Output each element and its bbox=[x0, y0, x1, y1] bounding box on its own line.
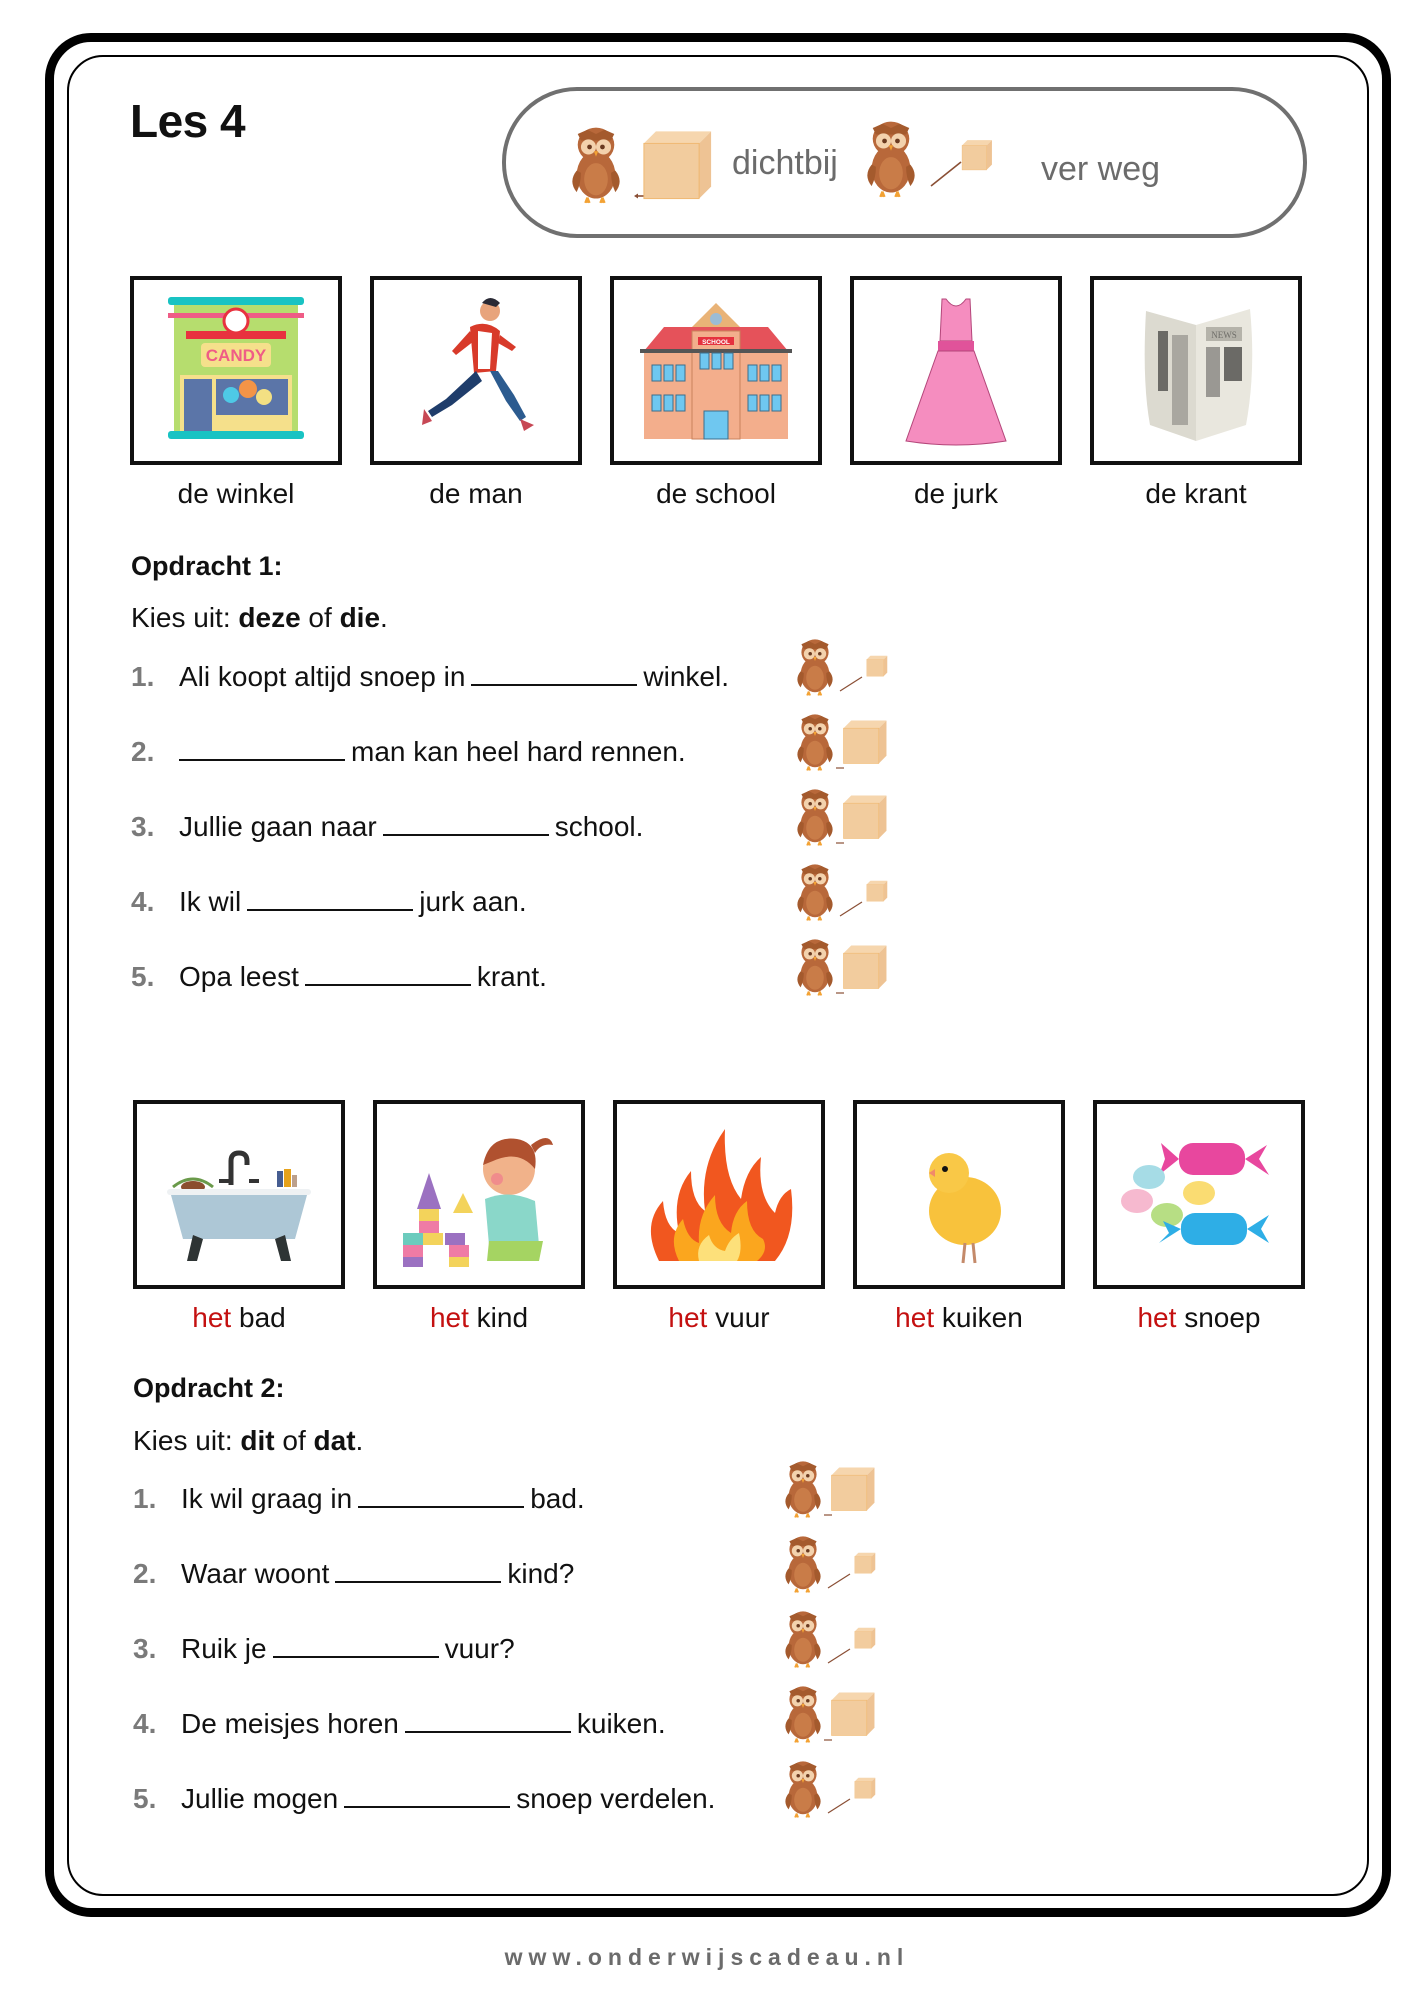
exercise2-instruction bbox=[133, 1427, 363, 1455]
item-number: 3. bbox=[133, 1633, 157, 1664]
noun: winkel bbox=[216, 478, 295, 509]
legend-near-label: dichtbij bbox=[732, 144, 838, 182]
sentence-before: Waar woont bbox=[181, 1558, 330, 1589]
noun: snoep bbox=[1184, 1302, 1261, 1333]
item-number: 4. bbox=[133, 1708, 157, 1739]
exercise-item bbox=[133, 1485, 833, 1517]
picture-card-man bbox=[370, 276, 582, 465]
answer-blank[interactable] bbox=[335, 1561, 501, 1583]
article: de bbox=[1145, 478, 1177, 509]
distance-indicator-near bbox=[790, 783, 888, 852]
chick-icon bbox=[869, 1115, 1049, 1275]
sentence-before: Ruik je bbox=[181, 1633, 267, 1664]
sentence-before: Ik wil bbox=[179, 886, 242, 917]
exercise-item bbox=[131, 813, 831, 845]
answer-blank[interactable] bbox=[344, 1786, 510, 1808]
instruction-of: of bbox=[300, 602, 340, 633]
item-number: 4. bbox=[131, 886, 155, 917]
exercise-item bbox=[133, 1710, 833, 1742]
item-sentence bbox=[181, 1485, 585, 1513]
picture-caption bbox=[359, 1304, 599, 1332]
article: het bbox=[1137, 1302, 1177, 1333]
item-sentence bbox=[181, 1560, 574, 1588]
picture-card-jurk bbox=[850, 276, 1062, 465]
instruction-prefix: Kies uit: bbox=[133, 1425, 241, 1456]
exercise-item bbox=[131, 888, 831, 920]
distance-indicator-near bbox=[790, 933, 888, 1002]
article: de bbox=[913, 478, 946, 509]
noun: jurk bbox=[952, 478, 999, 509]
owl-far-box-icon bbox=[778, 1530, 876, 1594]
noun: kind bbox=[476, 1302, 529, 1333]
exercise-item bbox=[131, 738, 831, 770]
item-sentence bbox=[179, 963, 547, 991]
item-number: 2. bbox=[131, 736, 155, 767]
sentence-before: Jullie gaan naar bbox=[179, 811, 377, 842]
distance-indicator-near bbox=[778, 1680, 876, 1749]
sentence-before: Ali koopt altijd snoep in bbox=[179, 661, 466, 692]
sentence-after: jurk aan. bbox=[419, 886, 527, 917]
option-dit: dit bbox=[240, 1425, 275, 1456]
sentence-after: bad. bbox=[530, 1483, 585, 1514]
far-arrow-icon bbox=[928, 159, 964, 189]
noun: bad bbox=[239, 1302, 286, 1333]
legend-far-label: ver weg bbox=[1041, 150, 1161, 188]
item-sentence bbox=[179, 738, 686, 766]
distance-indicator-far bbox=[790, 633, 888, 702]
news-header-text: NEWS bbox=[1211, 329, 1237, 340]
owl-near-box-icon bbox=[778, 1455, 876, 1519]
noun: kuiken bbox=[941, 1302, 1023, 1333]
distance-indicator-far bbox=[778, 1605, 876, 1674]
sentence-before: Jullie mogen bbox=[181, 1783, 339, 1814]
instruction-of: of bbox=[274, 1425, 314, 1456]
exercise-item bbox=[133, 1560, 833, 1592]
exercise-item bbox=[133, 1635, 833, 1667]
item-number: 1. bbox=[131, 661, 155, 692]
sentence-after: winkel. bbox=[643, 661, 729, 692]
noun: vuur bbox=[715, 1302, 770, 1333]
child-blocks-icon bbox=[389, 1115, 569, 1275]
instruction-suffix: . bbox=[355, 1425, 364, 1456]
sentence-after: krant. bbox=[476, 961, 547, 992]
sentence-after: vuur? bbox=[444, 1633, 515, 1664]
small-box-icon bbox=[961, 139, 993, 171]
picture-caption bbox=[1079, 1304, 1319, 1332]
owl-far-box-icon bbox=[790, 858, 888, 922]
noun: man bbox=[468, 478, 523, 509]
option-deze: deze bbox=[238, 602, 301, 633]
candy-sign-text: CANDY bbox=[205, 345, 267, 365]
distance-indicator-near bbox=[778, 1455, 876, 1524]
option-dat: dat bbox=[313, 1425, 356, 1456]
picture-card-kuiken bbox=[853, 1100, 1065, 1289]
sentence-after: school. bbox=[554, 811, 644, 842]
answer-blank[interactable] bbox=[179, 739, 345, 761]
picture-card-vuur bbox=[613, 1100, 825, 1289]
website-footer: www.onderwijscadeau.nl bbox=[504, 1944, 910, 1970]
article: het bbox=[895, 1302, 935, 1333]
picture-caption bbox=[116, 480, 356, 508]
pink-dress-icon bbox=[866, 291, 1046, 451]
picture-card-krant bbox=[1090, 276, 1302, 465]
candy-shop-icon bbox=[146, 291, 326, 451]
candy-icon bbox=[1109, 1115, 1289, 1275]
picture-caption bbox=[356, 480, 596, 508]
article: het bbox=[192, 1302, 232, 1333]
article: het bbox=[429, 1302, 469, 1333]
running-man-icon bbox=[386, 291, 566, 451]
instruction-prefix: Kies uit: bbox=[131, 602, 239, 633]
distance-indicator-far bbox=[790, 858, 888, 927]
answer-blank[interactable] bbox=[247, 889, 413, 911]
article: de bbox=[429, 478, 461, 509]
exercise1-instruction bbox=[131, 604, 388, 632]
distance-indicator-near bbox=[790, 708, 888, 777]
owl-near-box-icon bbox=[790, 783, 888, 847]
picture-caption bbox=[839, 1304, 1079, 1332]
article: het bbox=[668, 1302, 708, 1333]
item-sentence bbox=[181, 1785, 715, 1813]
picture-card-kind bbox=[373, 1100, 585, 1289]
exercise1-heading: Opdracht 1: bbox=[131, 551, 283, 581]
item-number: 5. bbox=[131, 961, 155, 992]
owl-near-box-icon bbox=[778, 1680, 876, 1744]
sentence-after: snoep verdelen. bbox=[516, 1783, 716, 1814]
exercise-item bbox=[133, 1785, 833, 1817]
school-building-icon bbox=[626, 291, 806, 451]
distance-legend bbox=[502, 87, 1307, 238]
item-number: 3. bbox=[131, 811, 155, 842]
item-number: 1. bbox=[133, 1483, 157, 1514]
sentence-before: De meisjes horen bbox=[181, 1708, 399, 1739]
answer-blank[interactable] bbox=[405, 1711, 571, 1733]
large-box-icon bbox=[640, 129, 715, 201]
item-sentence bbox=[181, 1635, 515, 1663]
distance-indicator-far bbox=[778, 1530, 876, 1599]
noun: krant bbox=[1184, 478, 1247, 509]
fire-icon bbox=[629, 1115, 809, 1275]
owl-far-box-icon bbox=[778, 1755, 876, 1819]
owl-far-box-icon bbox=[778, 1605, 876, 1669]
item-sentence bbox=[179, 663, 729, 691]
owl-near-box-icon bbox=[790, 708, 888, 772]
item-sentence bbox=[179, 888, 527, 916]
picture-card-winkel bbox=[130, 276, 342, 465]
answer-blank[interactable] bbox=[273, 1636, 439, 1658]
sentence-before: Opa leest bbox=[179, 961, 299, 992]
item-number: 5. bbox=[133, 1783, 157, 1814]
exercise-item bbox=[131, 963, 831, 995]
picture-card-snoep bbox=[1093, 1100, 1305, 1289]
owl-near-box-icon bbox=[790, 933, 888, 997]
item-sentence bbox=[179, 813, 643, 841]
picture-caption bbox=[836, 480, 1076, 508]
owl-far-box-icon bbox=[790, 633, 888, 697]
owl-icon bbox=[854, 113, 928, 199]
picture-card-bad bbox=[133, 1100, 345, 1289]
item-number: 2. bbox=[133, 1558, 157, 1589]
item-sentence bbox=[181, 1710, 666, 1738]
picture-caption bbox=[119, 1304, 359, 1332]
option-die: die bbox=[339, 602, 381, 633]
article: de bbox=[656, 478, 688, 509]
distance-indicator-far bbox=[778, 1755, 876, 1824]
noun: school bbox=[695, 478, 776, 509]
school-sign-text: SCHOOL bbox=[702, 338, 730, 346]
bathtub-icon bbox=[149, 1115, 329, 1275]
exercise-item bbox=[131, 663, 831, 695]
sentence-after: man kan heel hard rennen. bbox=[351, 736, 686, 767]
lesson-title: Les 4 bbox=[130, 95, 246, 147]
exercise2-heading: Opdracht 2: bbox=[133, 1373, 285, 1403]
answer-blank[interactable] bbox=[358, 1486, 524, 1508]
picture-caption bbox=[1076, 480, 1316, 508]
picture-caption bbox=[599, 1304, 839, 1332]
sentence-after: kuiken. bbox=[576, 1708, 666, 1739]
picture-caption bbox=[596, 480, 836, 508]
picture-card-school bbox=[610, 276, 822, 465]
sentence-before: Ik wil graag in bbox=[181, 1483, 353, 1514]
sentence-after: kind? bbox=[507, 1558, 575, 1589]
article: de bbox=[177, 478, 209, 509]
answer-blank[interactable] bbox=[383, 814, 549, 836]
newspaper-icon bbox=[1106, 291, 1286, 451]
owl-icon bbox=[559, 119, 633, 205]
answer-blank[interactable] bbox=[305, 964, 471, 986]
answer-blank[interactable] bbox=[471, 664, 637, 686]
instruction-suffix: . bbox=[380, 602, 388, 633]
